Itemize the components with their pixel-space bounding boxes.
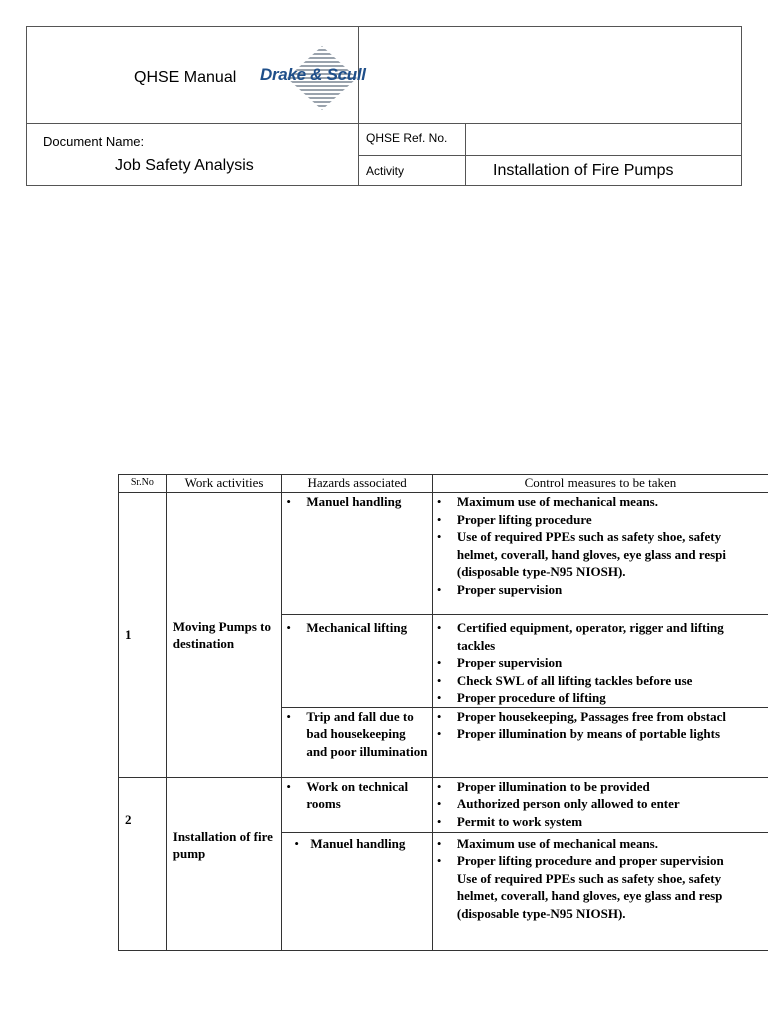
jsa-table	[118, 474, 768, 951]
hazard-cell	[282, 707, 433, 777]
document-name: Job Safety Analysis	[115, 157, 254, 174]
work-activity: Moving Pumps to destination	[166, 493, 282, 778]
hazard-item: • Work on technical rooms	[282, 778, 432, 813]
control-item: • Proper lifting procedure and proper supervision	[433, 852, 768, 870]
table-header-row	[119, 475, 768, 493]
table-row	[119, 777, 768, 832]
control-item: Use of required PPEs such as safety shoe, safety	[456, 870, 722, 886]
control-item: • Certified equipment, operator, rigger and lifting	[433, 619, 768, 637]
hazard-item: • Manuel handling	[282, 493, 432, 511]
sr-number: 1	[119, 493, 167, 778]
hazard-cell	[282, 493, 433, 615]
control-item: • Proper illumination by means of portable lights	[433, 725, 768, 743]
control-item: • Maximum use of mechanical means.	[433, 493, 768, 511]
controls-cell	[432, 615, 768, 708]
hazard-cell	[282, 777, 433, 832]
document-name-label: Document Name:	[43, 134, 145, 149]
control-item: • Proper lifting procedure	[433, 511, 768, 529]
document-header	[26, 26, 742, 186]
sr-number: 2	[119, 777, 167, 950]
control-item: • Proper illumination to be provided	[433, 778, 768, 796]
column-header-activities: Work activities	[166, 475, 282, 493]
control-item: • Proper supervision	[433, 654, 768, 672]
controls-cell	[432, 832, 768, 950]
hazard-cell	[282, 615, 433, 708]
control-item: helmet, coverall, hand gloves, eye glass and resp	[456, 888, 723, 903]
column-header-controls: Control measures to be taken	[432, 475, 768, 493]
hazard-item: • Trip and fall due to bad housekeeping and poor illumination	[282, 708, 432, 761]
control-item: helmet, coverall, hand gloves, eye glass and respi	[456, 546, 727, 562]
company-logo-text: Drake & Scull	[260, 65, 366, 84]
control-item: • Check SWL of all lifting tackles before use	[433, 672, 768, 690]
control-item: (disposable type-N95 NIOSH).	[456, 905, 626, 921]
control-item: • Maximum use of mechanical means.	[433, 835, 768, 853]
control-item: • Permit to work system	[433, 813, 768, 831]
activity-label: Activity	[366, 164, 405, 178]
controls-cell	[432, 777, 768, 832]
hazard-item: • Manuel handling	[282, 835, 432, 853]
control-item: • Proper procedure of lifting	[433, 689, 768, 707]
column-header-srno: Sr.No	[119, 475, 167, 493]
work-activity: Installation of fire pump	[166, 777, 282, 950]
control-item: • Authorized person only allowed to enter	[433, 795, 768, 813]
controls-cell	[432, 707, 768, 777]
activity-value: Installation of Fire Pumps	[493, 162, 674, 179]
control-item: • Proper supervision	[433, 581, 768, 599]
control-item: (disposable type-N95 NIOSH).	[456, 564, 626, 579]
controls-cell	[432, 493, 768, 615]
control-item: • Use of required PPEs such as safety shoe, safety	[433, 528, 768, 546]
column-header-hazards: Hazards associated	[282, 475, 433, 493]
hazard-cell	[282, 832, 433, 950]
control-item: tackles	[456, 637, 496, 653]
ref-label: QHSE Ref. No.	[366, 131, 448, 145]
hazard-item: • Mechanical lifting	[282, 619, 432, 637]
table-row	[119, 493, 768, 615]
control-item: • Proper housekeeping, Passages free from obstacl	[433, 708, 768, 726]
manual-title: QHSE Manual	[134, 69, 237, 86]
